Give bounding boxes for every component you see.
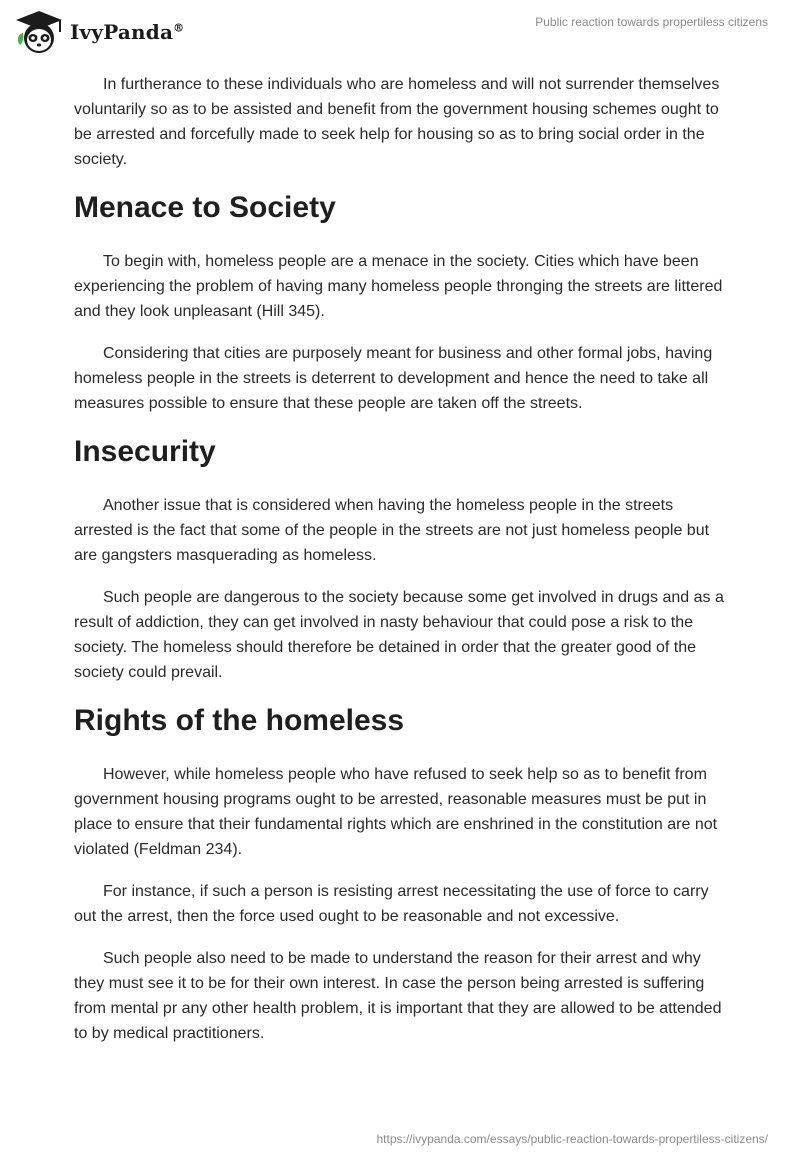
paragraph: However, while homeless people who have refused to seek help so as to benefit from government housing programs ought to be arrested, reasonable measures must be put in place to ensure that their fundamental rights which are enshrined in the constitution are not violated (Feldman 234).: [74, 766, 718, 858]
paragraph: Such people also need to be made to understand the reason for their arrest and why they must see it to be for their own interest. In case the person being arrested is suffering from mental pr any other health problem, it is important that they are allowed to be attended to by medical practitioners.: [74, 950, 722, 1042]
paragraph: Such people are dangerous to the society because some get involved in drugs and as a result of addiction, they can get involved in nasty behaviour that could pose a risk to the society. The homeless should therefore be detained in order that the greater good of the society could prevail.: [74, 589, 724, 681]
section-heading-insecurity: Insecurity: [74, 435, 216, 468]
document-title: Public reaction towards propertiless citizens: [535, 15, 768, 29]
source-url[interactable]: https://ivypanda.com/essays/public-reaction-towards-propertiless-citizens/: [376, 1132, 768, 1146]
ivypanda-logo[interactable]: [14, 9, 184, 55]
essay-body: [74, 72, 730, 1063]
paragraph: To begin with, homeless people are a menace in the society. Cities which have been experiencing the problem of having many homeless people thronging the streets are littered and they look unpleasant (Hill 345).: [74, 253, 723, 320]
paragraph: Considering that cities are purposely meant for business and other formal jobs, having homeless people in the streets is deterrent to development and hence the need to take all measures possible to ensure that these people are taken off the streets.: [74, 345, 713, 412]
section-heading-rights: Rights of the homeless: [74, 704, 405, 737]
paragraph: For instance, if such a person is resisting arrest necessitating the use of force to carry out the arrest, then the force used ought to be reasonable and not excessive.: [74, 883, 709, 925]
panda-graduate-icon: [14, 9, 64, 55]
brand-name: IvyPanda®: [70, 20, 185, 44]
page-header: [0, 0, 800, 66]
intro-paragraph: In furtherance to these individuals who are homeless and will not surrender themselves voluntarily so as to be assisted and benefit from the government housing schemes ought to be arrested and forcefully made to seek help for housing so as to bring social order in the society.: [74, 76, 720, 168]
section-heading-menace: Menace to Society: [74, 191, 336, 224]
paragraph: Another issue that is considered when having the homeless people in the streets arrested is the fact that some of the people in the streets are not just homeless people but are gangsters masquerading as homeless.: [74, 497, 710, 564]
